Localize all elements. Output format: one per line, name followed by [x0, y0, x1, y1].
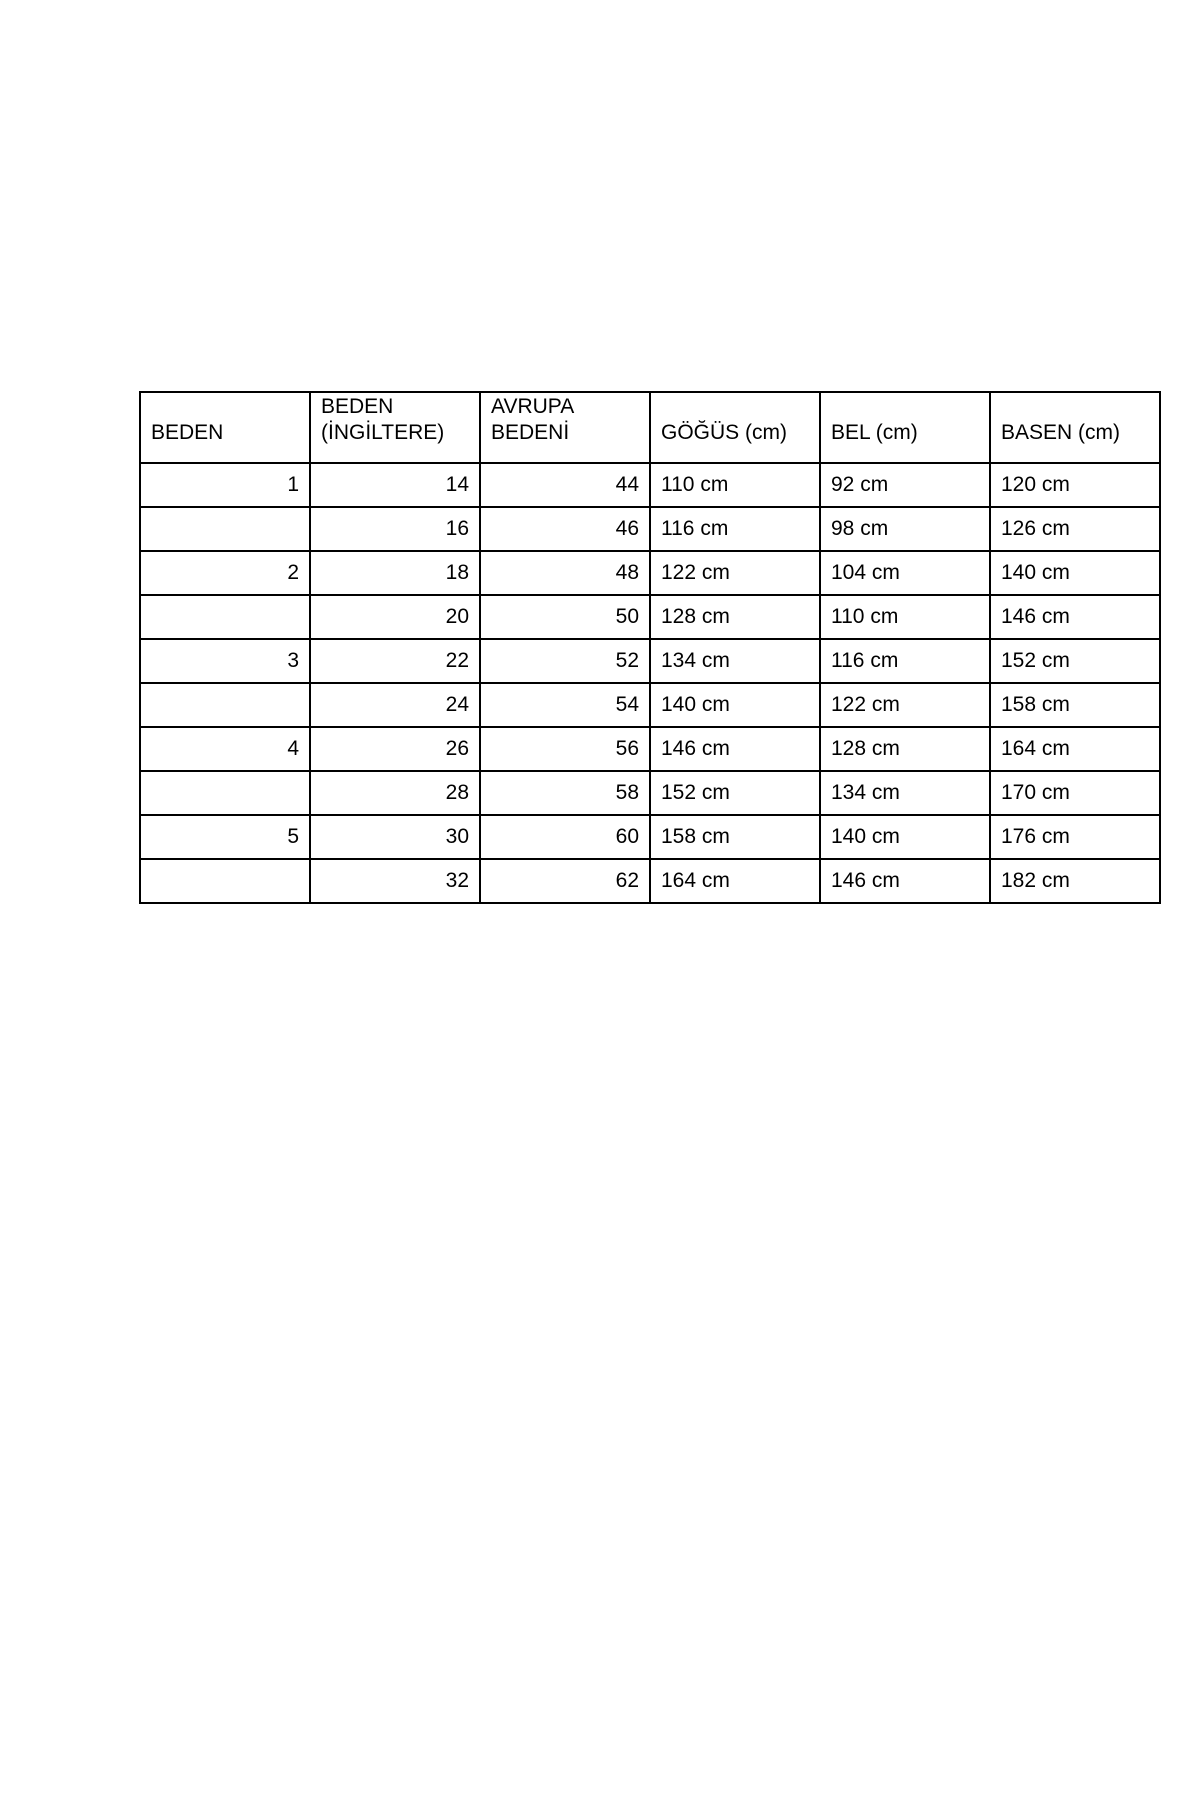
table-cell-beden: 4	[140, 727, 310, 771]
table-cell-bel: 134 cm	[820, 771, 990, 815]
table-cell-avrupa-bedeni: 62	[480, 859, 650, 903]
table-cell-beden-ingiltere: 18	[310, 551, 480, 595]
table-cell-avrupa-bedeni: 44	[480, 463, 650, 507]
column-header-line: BEDENİ	[491, 421, 570, 444]
table-row	[140, 507, 1160, 551]
table-cell-basen: 126 cm	[990, 507, 1160, 551]
table-cell-beden-ingiltere: 26	[310, 727, 480, 771]
table-cell-beden	[140, 507, 310, 551]
column-header-line: (İNGİLTERE)	[321, 421, 445, 444]
column-header-line: BEDEN	[321, 395, 394, 418]
table-cell-avrupa-bedeni: 54	[480, 683, 650, 727]
table-cell-gogus: 122 cm	[650, 551, 820, 595]
table-cell-beden-ingiltere: 14	[310, 463, 480, 507]
table-cell-beden-ingiltere: 20	[310, 595, 480, 639]
column-header-line: BEDEN	[151, 421, 224, 444]
table-header	[140, 392, 1160, 463]
table-cell-beden-ingiltere: 28	[310, 771, 480, 815]
table-cell-bel: 122 cm	[820, 683, 990, 727]
table-cell-basen: 146 cm	[990, 595, 1160, 639]
table-cell-gogus: 152 cm	[650, 771, 820, 815]
table-cell-bel: 140 cm	[820, 815, 990, 859]
table-cell-avrupa-bedeni: 48	[480, 551, 650, 595]
column-header-basen	[990, 392, 1160, 463]
table-cell-basen: 170 cm	[990, 771, 1160, 815]
table-row	[140, 639, 1160, 683]
table-cell-beden	[140, 771, 310, 815]
column-header-gogus	[650, 392, 820, 463]
column-header-line: BASEN (cm)	[1001, 421, 1121, 444]
table-cell-bel: 116 cm	[820, 639, 990, 683]
table-row	[140, 595, 1160, 639]
table-cell-gogus: 146 cm	[650, 727, 820, 771]
table-cell-beden-ingiltere: 30	[310, 815, 480, 859]
table-cell-bel: 104 cm	[820, 551, 990, 595]
table-cell-beden: 2	[140, 551, 310, 595]
table-cell-basen: 140 cm	[990, 551, 1160, 595]
table-cell-bel: 110 cm	[820, 595, 990, 639]
table-cell-beden: 1	[140, 463, 310, 507]
table-row	[140, 859, 1160, 903]
column-header-line: BEL (cm)	[831, 421, 918, 444]
table-cell-beden-ingiltere: 16	[310, 507, 480, 551]
table-cell-avrupa-bedeni: 60	[480, 815, 650, 859]
table-cell-gogus: 164 cm	[650, 859, 820, 903]
table-row	[140, 815, 1160, 859]
table-row	[140, 551, 1160, 595]
table-cell-basen: 176 cm	[990, 815, 1160, 859]
table-cell-gogus: 116 cm	[650, 507, 820, 551]
table-cell-bel: 146 cm	[820, 859, 990, 903]
table-row	[140, 771, 1160, 815]
table-cell-gogus: 140 cm	[650, 683, 820, 727]
table-cell-bel: 92 cm	[820, 463, 990, 507]
table-cell-gogus: 110 cm	[650, 463, 820, 507]
table-cell-gogus: 128 cm	[650, 595, 820, 639]
table-cell-basen: 158 cm	[990, 683, 1160, 727]
table-row	[140, 463, 1160, 507]
table-cell-gogus: 158 cm	[650, 815, 820, 859]
column-header-beden	[140, 392, 310, 463]
table-cell-bel: 128 cm	[820, 727, 990, 771]
table-cell-basen: 182 cm	[990, 859, 1160, 903]
table-cell-avrupa-bedeni: 50	[480, 595, 650, 639]
table-cell-avrupa-bedeni: 58	[480, 771, 650, 815]
table-cell-beden	[140, 595, 310, 639]
table-cell-basen: 152 cm	[990, 639, 1160, 683]
table-row	[140, 683, 1160, 727]
table-row	[140, 727, 1160, 771]
column-header-line: GÖĞÜS (cm)	[661, 421, 787, 444]
table-body	[140, 463, 1160, 903]
table-cell-bel: 98 cm	[820, 507, 990, 551]
table-cell-gogus: 134 cm	[650, 639, 820, 683]
size-chart-table	[139, 391, 1161, 904]
column-header-beden-ingiltere	[310, 392, 480, 463]
table-cell-beden-ingiltere: 32	[310, 859, 480, 903]
table-cell-avrupa-bedeni: 46	[480, 507, 650, 551]
table-cell-beden-ingiltere: 24	[310, 683, 480, 727]
table-cell-beden: 5	[140, 815, 310, 859]
header-row	[140, 392, 1160, 463]
table-cell-beden	[140, 683, 310, 727]
table-cell-beden-ingiltere: 22	[310, 639, 480, 683]
column-header-avrupa-bedeni	[480, 392, 650, 463]
column-header-bel	[820, 392, 990, 463]
table-cell-avrupa-bedeni: 56	[480, 727, 650, 771]
table-cell-beden: 3	[140, 639, 310, 683]
table-cell-avrupa-bedeni: 52	[480, 639, 650, 683]
table-cell-basen: 120 cm	[990, 463, 1160, 507]
table-cell-beden	[140, 859, 310, 903]
column-header-line: AVRUPA	[491, 395, 575, 418]
table-cell-basen: 164 cm	[990, 727, 1160, 771]
